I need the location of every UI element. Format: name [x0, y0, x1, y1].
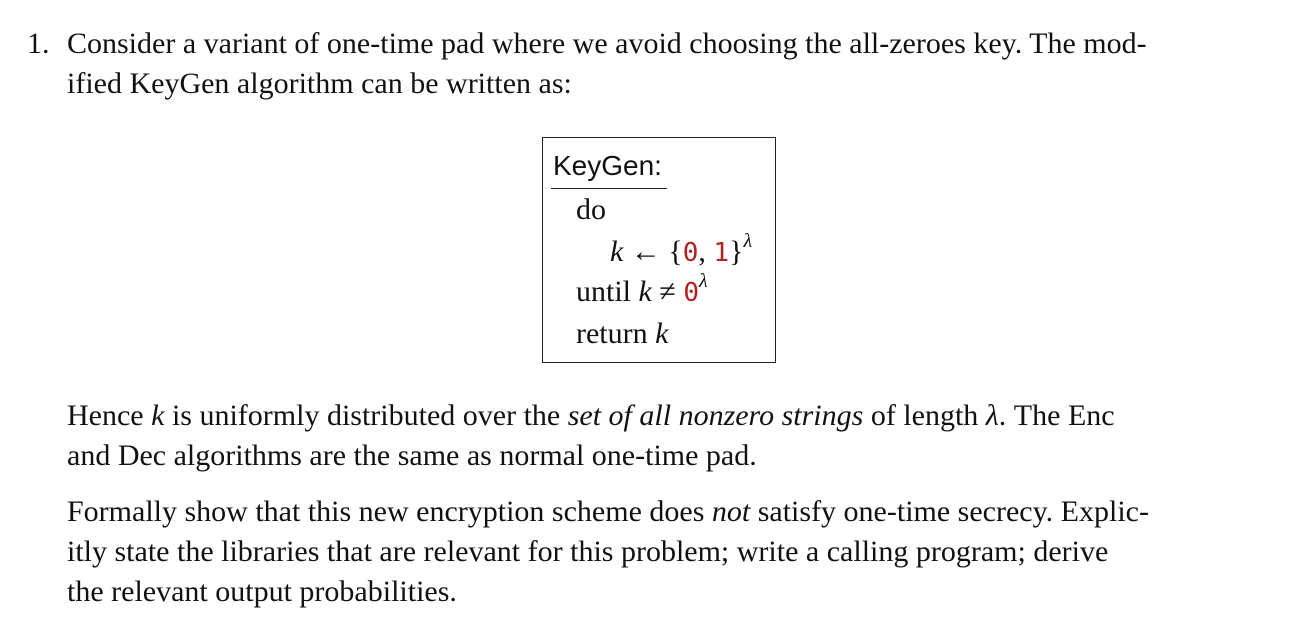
return-var: k: [655, 317, 669, 350]
keygen-title: KeyGen:: [553, 150, 662, 181]
sample-comma: ,: [698, 235, 714, 268]
p1-pre: Hence: [67, 399, 152, 432]
keygen-return-line: [576, 314, 668, 354]
keygen-title-rule: [551, 188, 667, 189]
p1-end: . The Enc: [998, 399, 1115, 432]
p1-lambda: λ: [985, 399, 999, 432]
until-exponent: λ: [698, 270, 708, 292]
p1-post: of length: [863, 399, 986, 432]
keygen-until-line: [576, 272, 708, 313]
problem-number: 1.: [27, 27, 50, 60]
p1-mid: is uniformly distributed over the: [164, 399, 568, 432]
return-keyword: return: [576, 317, 656, 350]
sample-zero: 0: [682, 238, 699, 268]
p1-emphasis: set of all nonzero strings: [567, 399, 864, 432]
keygen-box: [542, 137, 776, 363]
until-neq: ≠: [651, 275, 684, 308]
paragraph-2-line-1: [67, 492, 1149, 532]
until-keyword: until: [576, 275, 639, 308]
sample-var: k: [610, 235, 624, 268]
sample-set-open: {: [668, 235, 683, 268]
p2-emphasis: not: [711, 495, 751, 528]
sample-set-close: }: [729, 235, 744, 268]
p1-var: k: [151, 399, 165, 432]
keygen-do: do: [576, 193, 606, 226]
paragraph-1-line-1: [67, 396, 1115, 436]
keygen-sample-line: [610, 232, 752, 273]
p2-pre: Formally show that this new encryption scheme does: [67, 495, 712, 528]
until-zero: 0: [683, 278, 699, 308]
sample-arrow: ←: [623, 235, 669, 268]
problem-statement-line-2: ified KeyGen algorithm can be written as:: [67, 67, 572, 100]
sample-exponent: λ: [743, 230, 753, 252]
sample-one: 1: [713, 238, 730, 268]
paragraph-2-line-3: the relevant output probabilities.: [67, 575, 457, 608]
p2-post: satisfy one-time secrecy. Explic-: [750, 495, 1149, 528]
paragraph-1-line-2: and Dec algorithms are the same as normal one-time pad.: [67, 439, 757, 472]
problem-statement-line-1: Consider a variant of one-time pad where we avoid choosing the all-zeroes key. The mod-: [67, 27, 1147, 60]
paragraph-2-line-2: itly state the libraries that are relevant for this problem; write a calling program; derive: [67, 535, 1109, 568]
until-var: k: [638, 275, 652, 308]
